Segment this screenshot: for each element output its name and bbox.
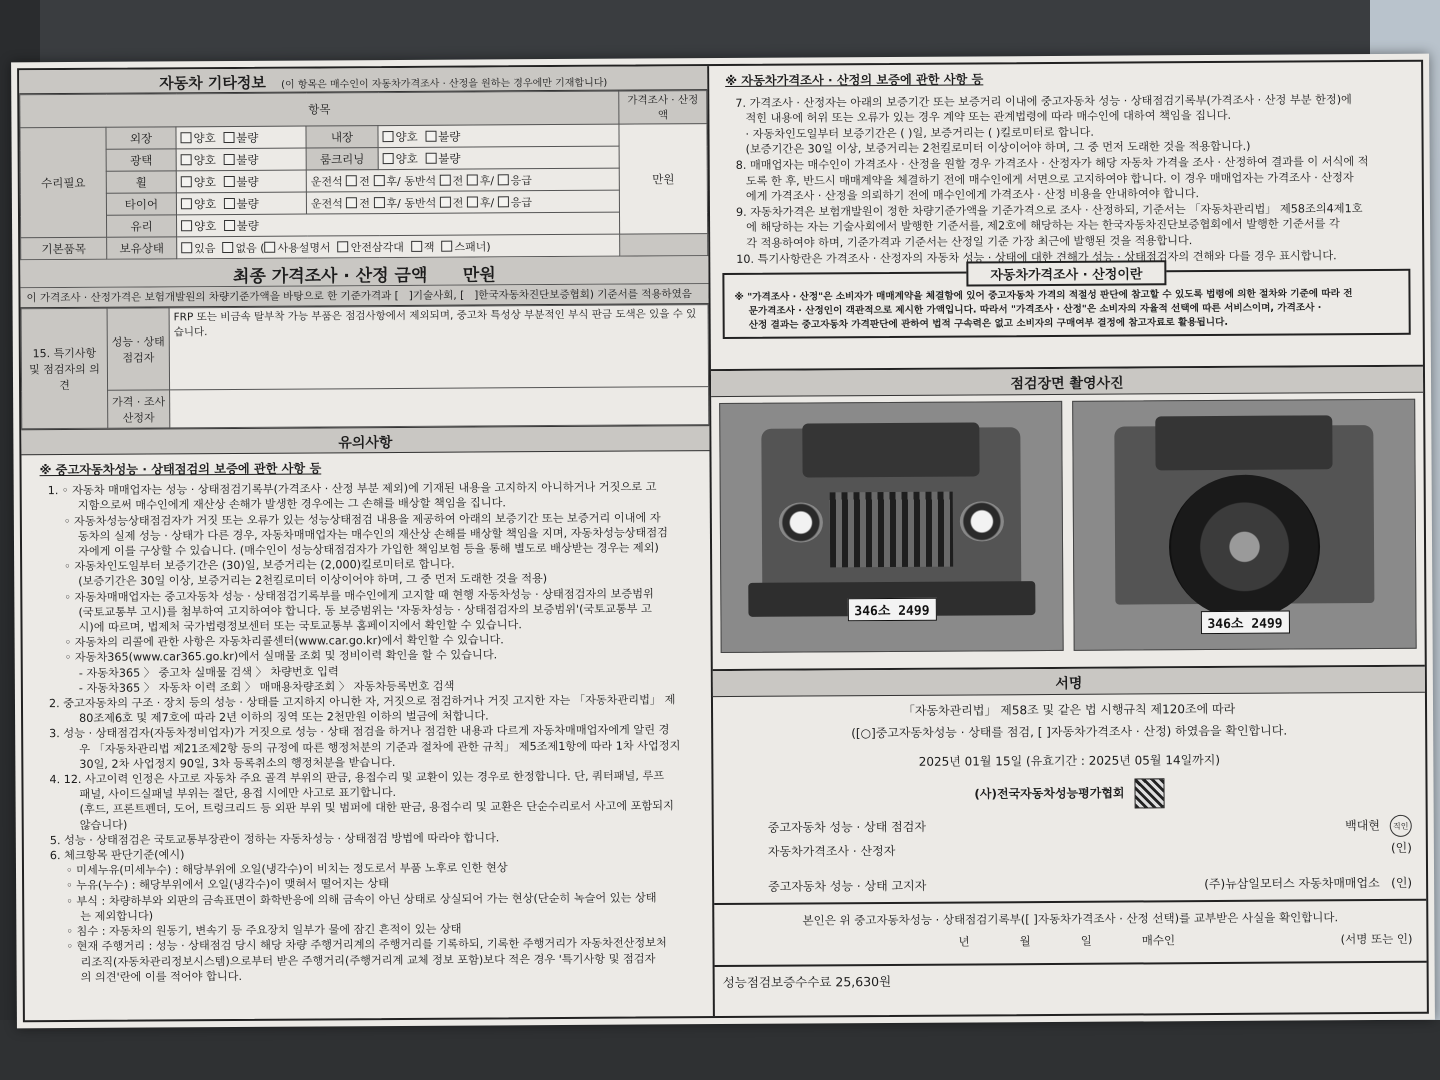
spanner-checkbox[interactable]: [441, 240, 452, 251]
row-glass: 유리: [106, 215, 176, 237]
gloss-options: [176, 148, 306, 171]
special-notes-table: [21, 304, 710, 429]
good-label: 양호: [193, 174, 217, 189]
exterior-good-checkbox[interactable]: [180, 132, 191, 143]
qr-code-icon: [1135, 778, 1165, 808]
caution-line: 의 의견'란에 이를 적어야 합니다.: [80, 969, 243, 984]
bad-label: 불량: [236, 174, 259, 189]
repair-needed-label: 수리필요: [20, 127, 107, 238]
bad-label: 불량: [236, 130, 259, 145]
inspector-label: 중고자동차 성능 · 상태 점검자: [767, 819, 926, 835]
good-label: 양호: [193, 130, 216, 145]
triangle-checkbox[interactable]: [338, 241, 349, 252]
price-assessment-line: ※ "가격조사 · 산정"은 소비자가 매매계약을 체결함에 있어 중고자동차 가격의 적절성 판단에 참고할 수 있도록 법령에 의한 절차와 기준에 따라 전: [734, 288, 1353, 304]
price-assessment-box: [722, 269, 1410, 339]
bad-label: 불량: [236, 152, 259, 167]
caution-line: 동차의 실제 성능 · 상태가 다른 경우, 자동차매매업자는 매수인의 재산상 손해를 배상할 책임을 지며, 자동차성능상태점검: [77, 526, 669, 543]
final-note-a: 이 가격조사 · 산정가격은 보험개발원의 차량기준가액을 바탕으로 한 기준가격과 [: [26, 289, 399, 305]
emergency-label: 응급: [510, 195, 532, 209]
wheel-emergency-checkbox[interactable]: [498, 174, 509, 185]
guarantee-section: [709, 62, 1423, 371]
law-line: 「자동차관리법」 제58조 및 같은 법 시행규칙 제120조에 따라: [902, 701, 1236, 718]
caution-line: 30일, 2차 사업정지 90일, 3차 등록취소의 행정처분을 받습니다.: [79, 755, 396, 771]
caution-header: 유의사항: [21, 425, 709, 455]
rear-label: 후: [479, 195, 491, 209]
final-price-row: [20, 256, 708, 288]
good-label: 양호: [193, 196, 217, 211]
background-bottom: [0, 1020, 1440, 1080]
row-wheel: 휠: [106, 171, 176, 193]
guarantee-line: · 자동차인도일부터 보증기간은 ( )일, 보증거리는 ( )킬로미터로 합니다.: [745, 125, 1094, 141]
good-label: 양호: [395, 129, 418, 144]
headlamp-right: [959, 501, 1004, 541]
receipt-sign: (서명 또는 인): [1340, 931, 1413, 947]
caution-line: ◦ 자동차의 리콜에 관한 사항은 자동차리콜센터(www.car.go.kr)에서 확인할 수 있습니다.: [64, 633, 504, 650]
guarantee-line: 에게 가격조사 · 산정을 의뢰하기 전에 매수인에게 가격조사 · 산정 비용을 안내하여야 합니다.: [745, 187, 1200, 204]
roomclean-options: [378, 146, 619, 169]
wheel-driver-rear-checkbox[interactable]: [373, 175, 384, 186]
caution-line: ◦ 자동차매매업자는 중고자동차 성능 · 상태점검기록부를 매수인에게 고지할 때 현행 자동차성능 · 상태점검자의 보증범위: [64, 587, 654, 604]
caution-line: - 자동차365 〉 중고차 실매물 검색 〉 차량번호 입력: [78, 664, 339, 680]
bad-label: 불량: [438, 129, 461, 144]
row-roomclean: 룸크리닝: [306, 148, 378, 170]
seal-stamp-icon: 직인: [1390, 815, 1412, 837]
exterior-options: [176, 126, 306, 149]
price-assessor-seal: (인): [1390, 840, 1412, 855]
caution-line: 패널, 사이드실패널 부위는 절단, 용접 시에만 사고로 표기합니다.: [79, 786, 397, 802]
guarantee-line: 8. 매매업자는 매수인이 가격조사 · 산정을 원할 경우 가격조사 · 산정자가 해당 자동차 가격을 조사 · 산정하여 결과를 이 서식에 적: [735, 155, 1369, 172]
caution-line: ◦ 누유(누수) : 해당부위에서 오일(냉각수)이 맺혀서 떨어지는 상태: [66, 877, 390, 893]
association-name: (사)전국자동차성능평가협회: [974, 786, 1125, 801]
col-price-header: 가격조사 · 산정액: [619, 91, 707, 125]
caution-line: 2. 중고자동차의 구조 · 장치 등의 성능 · 상태를 고지하지 아니한 자, 거짓으로 점검하거나 거짓 고지한 자는 「자동차관리법」 제: [48, 693, 676, 711]
tire-bad-checkbox[interactable]: [223, 197, 234, 208]
caution-line: 자에게 이를 구상할 수 있습니다. (매수인이 성능상태점검자가 가입한 책임보험 등을 통해 별도로 배상받는 경우는 제외): [78, 541, 659, 558]
fee-line: 성능점검보증수수료 25,630원: [722, 973, 892, 991]
price-assessment-line: 문가격조사 · 산정인이 객관적으로 제시한 가액입니다. 따라서 "가격조사 · 산정"은 소비자의 자율적 선택에 따른 서비스이며, 가격조사 ·: [748, 302, 1322, 317]
guarantee-line: 도록 한 후, 반드시 매매계약을 체결하기 전에 매수인에게 서면으로 고지하여야 합니다. 이 경우 매매업자는 가격조사 · 산정자: [745, 170, 1354, 188]
special-notes-label: 15. 특기사항 및 점검자의 의견: [21, 308, 108, 429]
rear-label: 후: [479, 173, 491, 187]
triangle-label: 안전삼각대: [350, 240, 404, 254]
good-label: 양호: [194, 218, 217, 233]
price-assessor-label: 가격 · 조사 산정자: [108, 390, 170, 428]
caution-heading: ※ 중고자동차성능 · 상태점검의 보증에 관한 사항 등: [39, 461, 322, 478]
caution-line: ◦ 부식 : 차량하부와 외판의 금속표면이 화학반응에 의해 금속이 아닌 상태로 상실되어 가는 현상(단순히 녹슬어 있는 상태: [66, 891, 657, 908]
spanner-label: 스패너: [454, 239, 487, 254]
roomclean-good-checkbox[interactable]: [383, 153, 394, 164]
other-info-note: (이 항목은 매수인이 자동차가격조사 · 산정을 원하는 경우에만 기재합니다): [281, 77, 608, 91]
headlamp-left: [779, 503, 824, 543]
front-label: 전: [452, 196, 464, 210]
tire-good-checkbox[interactable]: [181, 198, 192, 209]
guarantee-line: (보증기간은 30일 이상, 보증거리는 2천킬로미터 이상이어야 하며, 그 중 먼저 도래한 것을 적용합니다.): [745, 140, 1251, 157]
bad-label: 불량: [438, 151, 461, 166]
front-license-plate: 346소 2499: [847, 598, 936, 622]
exterior-bad-checkbox[interactable]: [223, 131, 234, 142]
receipt-line: 본인은 위 중고자동차성능 · 상태점검기록부([ ]자동차가격조사 · 산정 선택)를 교부받은 사실을 확인합니다.: [802, 910, 1339, 928]
row-exterior: 외장: [106, 127, 176, 149]
manual-label: 사용설명서: [277, 240, 331, 255]
front-label: 전: [452, 174, 464, 188]
rear-window: [1155, 415, 1333, 471]
good-label: 양호: [395, 151, 418, 166]
caution-body: [21, 451, 712, 985]
caution-line: 5. 성능 · 상태점검은 국토교통부장관이 정하는 자동차성능 · 상태점검 방법에 따라야 합니다.: [49, 831, 500, 847]
inspector-name: 백대현: [1345, 818, 1380, 833]
final-price-unit: 만원: [462, 265, 496, 286]
rear-label: 후: [386, 174, 398, 188]
wheel-driver-front-checkbox[interactable]: [346, 175, 357, 186]
receipt-month: 월: [1019, 934, 1031, 949]
have-label: 있음: [194, 241, 216, 255]
receipt-day: 일: [1080, 933, 1092, 948]
other-info-table: [19, 90, 708, 260]
wheel-bad-checkbox[interactable]: [223, 175, 234, 186]
row-tire: 타이어: [106, 193, 176, 215]
perf-inspector-label: 성능 · 상태 점검자: [107, 308, 169, 390]
caution-line: 1. ◦ 자동차 매매업자는 성능 · 상태점검기록부(가격조사 · 산정 부분 제외)에 기재된 내용을 고지하지 아니하거나 거짓으로 고: [47, 480, 657, 498]
driver-label: 운전석: [310, 196, 343, 211]
passenger-label: 동반석: [404, 174, 437, 188]
caution-line: - 자동차365 〉 자동차 이력 조회 〉 매매용차량조회 〉 자동차등록번호 검색: [78, 679, 455, 695]
row-interior: 내장: [306, 126, 378, 148]
bad-label: 불량: [236, 218, 259, 233]
caution-line: 6. 체크항목 판단기준(예시): [49, 848, 185, 863]
rear-license-plate: 346소 2499: [1200, 611, 1289, 635]
other-info-header: [19, 66, 707, 94]
photo-section-title: 점검장면 촬영사진: [711, 367, 1423, 397]
passenger-label: 동반석: [404, 196, 437, 210]
signature-body: [713, 693, 1426, 913]
front-label: 전: [359, 196, 371, 210]
guarantee-line: 7. 가격조사 · 산정자는 아래의 보증기간 또는 보증거리 이내에 중고자동차 성능 · 상태점검기록부(가격조사 · 산정 부분 한정)에: [735, 92, 1352, 110]
photo-section: [711, 367, 1425, 671]
grille: [830, 492, 953, 567]
receipt-year: 년: [958, 934, 970, 949]
caution-line: ◦ 자동차성능상태점검자가 거짓 또는 오류가 있는 성능상태점검 내용을 제공하여 아래의 보증기간 또는 보증거리 이내에 자: [63, 510, 661, 528]
caution-line: ◦ 자동차인도일부터 보증기간은 (30)일, 보증거리는 (2,000)킬로미터로 합니다.: [64, 557, 455, 574]
signature-title: 서명: [713, 667, 1425, 697]
caution-line: ◦ 현재 주행거리 : 성능 · 상태점검 당시 해당 차량 주행거리계의 주행거리를 기록하되, 기록한 주행거리가 자동차전산정보처: [66, 936, 667, 954]
notifier-line: [728, 874, 1412, 895]
tire-driver-front-checkbox[interactable]: [346, 197, 357, 208]
basic-items-options: 있음 없음 ( 사용설명서 안전삼각대 잭 스패너): [177, 234, 620, 259]
hold-state-label: 보유상태: [107, 237, 177, 259]
association-line: [727, 777, 1411, 811]
wheel-good-checkbox[interactable]: [181, 176, 192, 187]
tire-driver-rear-checkbox[interactable]: [373, 197, 384, 208]
spare-tire: [1169, 475, 1320, 620]
tire-passenger-rear-checkbox[interactable]: [467, 196, 478, 207]
basic-price-cell: [620, 234, 708, 257]
guarantee-line: 각 적용하여야 하며, 기준가격과 기준서는 산정일 기준 가장 최근에 발행된 것을 적용합니다.: [746, 234, 1193, 250]
wheel-passenger-rear-checkbox[interactable]: [467, 174, 478, 185]
notifier-name: (주)뉴삼일모터스 자동차매매업소: [1204, 875, 1380, 892]
tire-emergency-checkbox[interactable]: [498, 196, 509, 207]
caution-line: ◦ 미세누유(미세누수) : 해당부위에 오일(냉각수)이 비치는 정도로서 부품 노후로 인한 현상: [65, 861, 508, 878]
emergency-label: 응급: [510, 173, 532, 187]
manual-checkbox[interactable]: [264, 241, 275, 252]
caution-line: 않습니다): [79, 818, 128, 832]
caution-line: 80조제6호 및 제7호에 따라 2년 이하의 징역 또는 2천만원 이하의 벌금에 처합니다.: [79, 709, 489, 726]
interior-good-checkbox[interactable]: [382, 131, 393, 142]
caution-line: 4. 12. 사고이력 인정은 사고로 자동차 주요 골격 부위의 판금, 용접수리 및 교환이 있는 경우로 한정합니다. 단, 쿼터패널, 루프: [49, 769, 665, 787]
right-column: [709, 62, 1427, 1016]
roomclean-bad-checkbox[interactable]: [425, 152, 436, 163]
have-checkbox[interactable]: [181, 242, 192, 253]
caution-line: (후드, 프론트펜더, 도어, 트렁크리드 등 외판 부위 및 범퍼에 대한 판금, 용접수리 및 교환은 단순수리로서 사고에 포함되지: [79, 799, 674, 817]
tire-position-options: 운전석 전 후/ 동반석 전 후/ 응급: [306, 190, 619, 214]
guarantee-line: 에 해당하는 자는 기술사회에서 발행한 기준서를, 제2호에 해당하는 자는 한국자동차진단보증협회에서 발행한 기준서를 각: [746, 217, 1340, 235]
gloss-good-checkbox[interactable]: [181, 154, 192, 165]
caution-line: ◦ 자동차365(www.car365.go.kr)에서 실매물 조회 및 정비이력 확인을 할 수 있습니다.: [64, 648, 498, 665]
driver-label: 운전석: [310, 174, 343, 189]
guarantee-line: 9. 자동차가격은 보험개발원이 정한 차량기준가액을 기준가격으로 조사 · 산정하되, 기준서는 「자동차관리법」 제58조의4제1호: [735, 201, 1363, 219]
front-photo: [719, 401, 1064, 653]
price-assessor-sign-label: 자동차가격조사 · 산정자: [767, 843, 896, 859]
final-note-c: ]한국자동차진단보증협회) 기준서를 적용하였음: [474, 288, 692, 302]
windshield: [802, 422, 980, 478]
date-line: 2025년 01월 15일 (유효기간 : 2025년 05월 14일까지): [918, 752, 1221, 769]
final-price-title: 최종 가격조사 · 산정 금액: [232, 265, 428, 287]
caution-line: (보증기간은 30일 이상, 보증거리는 2천킬로미터 이상이어야 하며, 그 중 먼저 도래한 것을 적용): [78, 572, 548, 589]
confirm-line: ([○]중고자동차성능 · 상태를 점검, [ ]자동차가격조사 · 산정) 하였음을 확인합니다.: [851, 723, 1288, 741]
interior-bad-checkbox[interactable]: [425, 130, 436, 141]
final-note-b: ]기술사회, [: [408, 289, 465, 302]
caution-line: ◦ 침수 : 자동차의 원동기, 변속기 등 주요장치 일부가 물에 잠긴 흔적이 있는 상태: [66, 922, 462, 939]
interior-options: [378, 124, 619, 147]
jack-label: 잭: [423, 240, 435, 254]
price-assessor-opinion: [170, 387, 709, 428]
basic-items-label: 기본품목: [21, 237, 107, 260]
inspector-line: [728, 815, 1412, 841]
guarantee-line: 10. 특기사항란은 가격조사 · 산정자의 자동차 성능 · 상태에 대한 견해가 성능 · 상태점검자의 견해와 다를 경우 표시합니다.: [736, 248, 1337, 266]
perf-inspector-opinion: FRP 또는 비금속 탈부착 가능 부품은 점검사항에서 제외되며, 중고차 특성상 부분적인 부식 판금 도색은 있을 수 있습니다.: [169, 305, 708, 390]
inspection-document: [11, 54, 1435, 1029]
left-column: [19, 66, 715, 1020]
receipt-date-row: [728, 931, 1412, 951]
jack-checkbox[interactable]: [411, 240, 422, 251]
wheel-position-options: 운전석 전 후/ 동반석 전 후/ 응급: [306, 168, 619, 192]
other-info-title: 자동차 기타정보: [159, 73, 266, 93]
glass-bad-checkbox[interactable]: [224, 219, 235, 230]
rear-label: 후: [386, 196, 398, 210]
caution-line: (국토교통부 고시)를 첨부하여 고지하여야 합니다. 동 보증범위는 '자동차성능 · 상태점검자의 보증범위'(국토교통부 고: [78, 602, 652, 619]
notifier-seal: (인): [1391, 875, 1413, 890]
bad-label: 불량: [236, 196, 259, 211]
signature-section: [713, 667, 1426, 905]
gloss-bad-checkbox[interactable]: [223, 153, 234, 164]
none-checkbox[interactable]: [222, 241, 233, 252]
none-label: 없음: [235, 241, 257, 255]
rear-photo: [1072, 399, 1417, 651]
row-gloss: 광택: [106, 149, 176, 171]
notifier-label: 중고자동차 성능 · 상태 고지자: [768, 878, 927, 894]
photo-row: [711, 393, 1425, 659]
caution-line: 우 「자동차관리법 제21조제2항 등의 규정에 따른 행정처분의 기준과 절차에 관한 규칙」 제5조제1항에 따라 1차 사업정지: [79, 738, 681, 756]
good-label: 양호: [193, 152, 216, 167]
document-frame: [17, 60, 1429, 1023]
caution-line: 지함으로써 매수인에게 재산상 손해가 발생한 경우에는 그 손해를 배상할 책임을 집니다.: [77, 496, 506, 513]
guarantee-heading: ※ 자동차가격조사 · 산정의 보증에 관한 사항 등: [725, 72, 984, 88]
wheel-options: [176, 170, 306, 193]
glass-good-checkbox[interactable]: [181, 220, 192, 231]
front-label: 전: [359, 174, 370, 188]
caution-line: 는 제외합니다): [80, 909, 154, 923]
caution-line: 3. 성능 · 상태점검자(자동차정비업자)가 거짓으로 성능 · 상태 점검을 하거나 점검한 내용과 다르게 자동차매매업자에게 알린 경: [49, 723, 670, 741]
col-item-header: 항목: [20, 91, 619, 128]
price-assessment-line: 산정 결과는 중고자동차 가격판단에 관하여 법적 구속력은 없고 소비자의 구매여부 결정에 참고자료로 활용됩니다.: [748, 317, 1229, 331]
repair-price-cell: 만원: [619, 124, 708, 235]
price-assessor-line: [728, 839, 1412, 860]
guarantee-line: 적힌 내용에 허위 또는 오류가 있는 경우 계약 또는 관계법령에 따라 매수인에 대하여 책임을 집니다.: [745, 109, 1232, 126]
wheel-passenger-front-checkbox[interactable]: [440, 174, 451, 185]
caution-line: 리조직(자동차관리정보시스템)으로부터 받은 주행거리(주행거리계 교체 정보 포함)보다 적은 경우 '특기사항 및 점검자: [80, 951, 656, 969]
glass-options: [176, 212, 619, 237]
tire-passenger-front-checkbox[interactable]: [440, 196, 451, 207]
tire-options: [176, 192, 306, 215]
caution-line: 시)에 따르며, 법제처 국가법령정보센터 또는 국토교통부 홈페이지에서 확인할 수 있습니다.: [78, 618, 522, 634]
receipt-buyer: 매수인: [1141, 933, 1176, 948]
price-assessment-title: 자동차가격조사 · 산정이란: [966, 260, 1166, 286]
